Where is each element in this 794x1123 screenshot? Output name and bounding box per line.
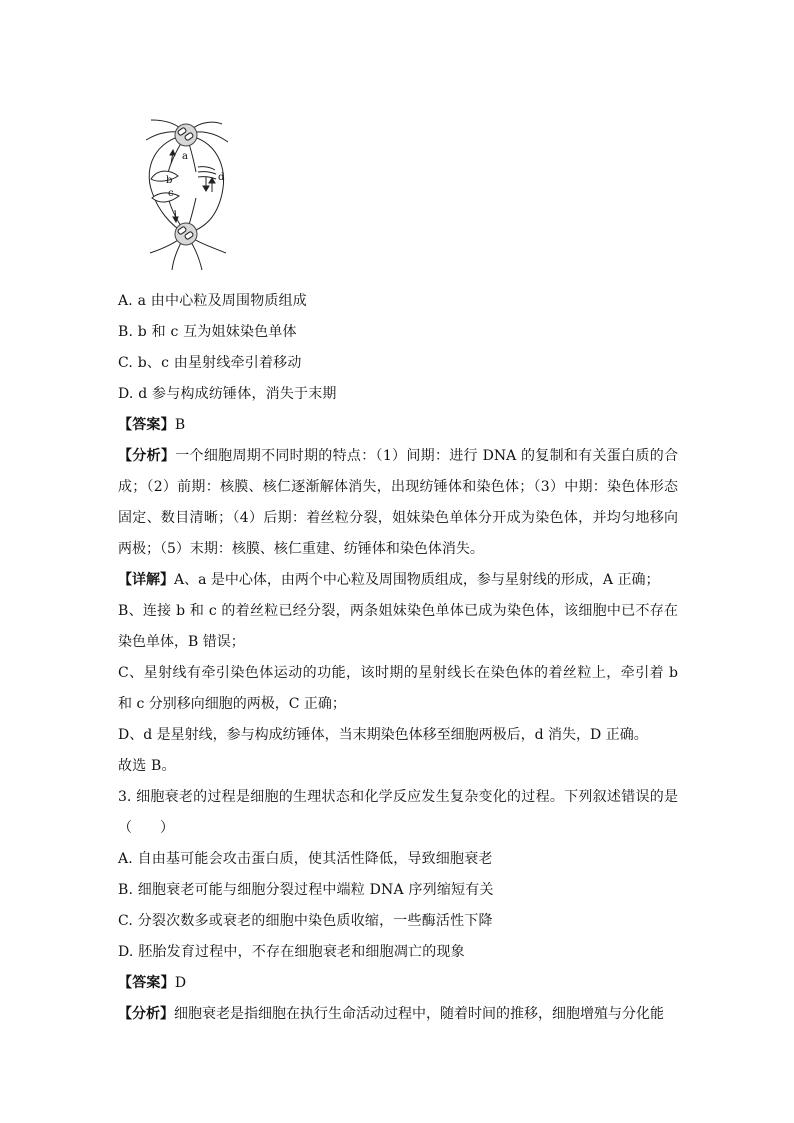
q2-conclusion: 故选 B。 [118,758,176,774]
q3-analysis [118,999,678,1030]
q3-option-d: D. 胚胎发育过程中，不存在细胞衰老和细胞凋亡的现象 [118,944,465,960]
q3-answer-value: D [174,975,187,991]
q2-answer-tag: 【答案】 [118,417,175,433]
q2-option-c: C. b、c 由星射线牵引着移动 [118,355,302,371]
q2-option-d: D. d 参与构成纺锤体，消失于末期 [118,386,337,402]
q2-detail-a [118,565,678,596]
q3-option-b: B. 细胞衰老可能与细胞分裂过程中端粒 DNA 序列缩短有关 [118,882,494,898]
label-b: b [166,175,173,186]
q3-stem: 3. 细胞衰老的过程是细胞的生理状态和化学反应发生复杂变化的过程。下列叙述错误的是（ ） [118,789,678,836]
document-content [118,286,678,1030]
q2-answer [118,410,678,441]
q2-option-b: B. b 和 c 互为姐妹染色单体 [118,324,297,340]
label-c: c [168,188,174,199]
label-d: d [218,172,225,183]
q2-analysis [118,441,678,565]
label-a: a [182,151,188,162]
q3-analysis-text: 细胞衰老是指细胞在执行生命活动过程中，随着时间的推移，细胞增殖与分化能 [174,1006,664,1022]
q3-analysis-tag: 【分析】 [118,1006,174,1022]
q2-detail-d: D、d 是星射线，参与构成纺锤体，当末期染色体移至细胞两极后，d 消失，D 正确。 [118,727,648,743]
q3-option-c: C. 分裂次数多或衰老的细胞中染色质收缩，一些酶活性下降 [118,913,493,929]
q2-analysis-tag: 【分析】 [118,448,176,464]
q2-option-a: A. a 由中心粒及周围物质组成 [118,293,308,309]
mitosis-figure [118,112,246,272]
cell-division-diagram [118,112,246,272]
q2-answer-value: B [174,417,186,433]
q2-detail-b: B、连接 b 和 c 的着丝粒已经分裂，两条姐妹染色单体已成为染色体，该细胞中已不存在染色单体，B 错误； [118,603,678,650]
q2-detail-a-text: A、a 是中心体，由两个中心粒及周围物质组成，参与星射线的形成，A 正确； [174,572,660,588]
q3-option-a: A. 自由基可能会攻击蛋白质，使其活性降低，导致细胞衰老 [118,851,493,867]
q3-answer-tag: 【答案】 [118,975,175,991]
q2-detail-c: C、星射线有牵引染色体运动的功能，该时期的星射线长在染色体的着丝粒上，牵引着 b 和 c 分别移向细胞的两极，C 正确； [118,665,678,712]
q3-answer [118,968,678,999]
q2-detail-tag: 【详解】 [118,572,174,588]
q2-analysis-text: 一个细胞周期不同时期的特点：（1）间期：进行 DNA 的复制和有关蛋白质的合成；（2）前期：核膜、核仁逐渐解体消失，出现纺锤体和染色体；（3）中期：染色体形态固定、数目清晰；（4）后期：着丝粒分裂，姐妹染色单体分开成为染色体，并均匀地移向两极；（5）末期：核膜、核仁重建、纺锤体和染色体消失。 [118,448,679,557]
